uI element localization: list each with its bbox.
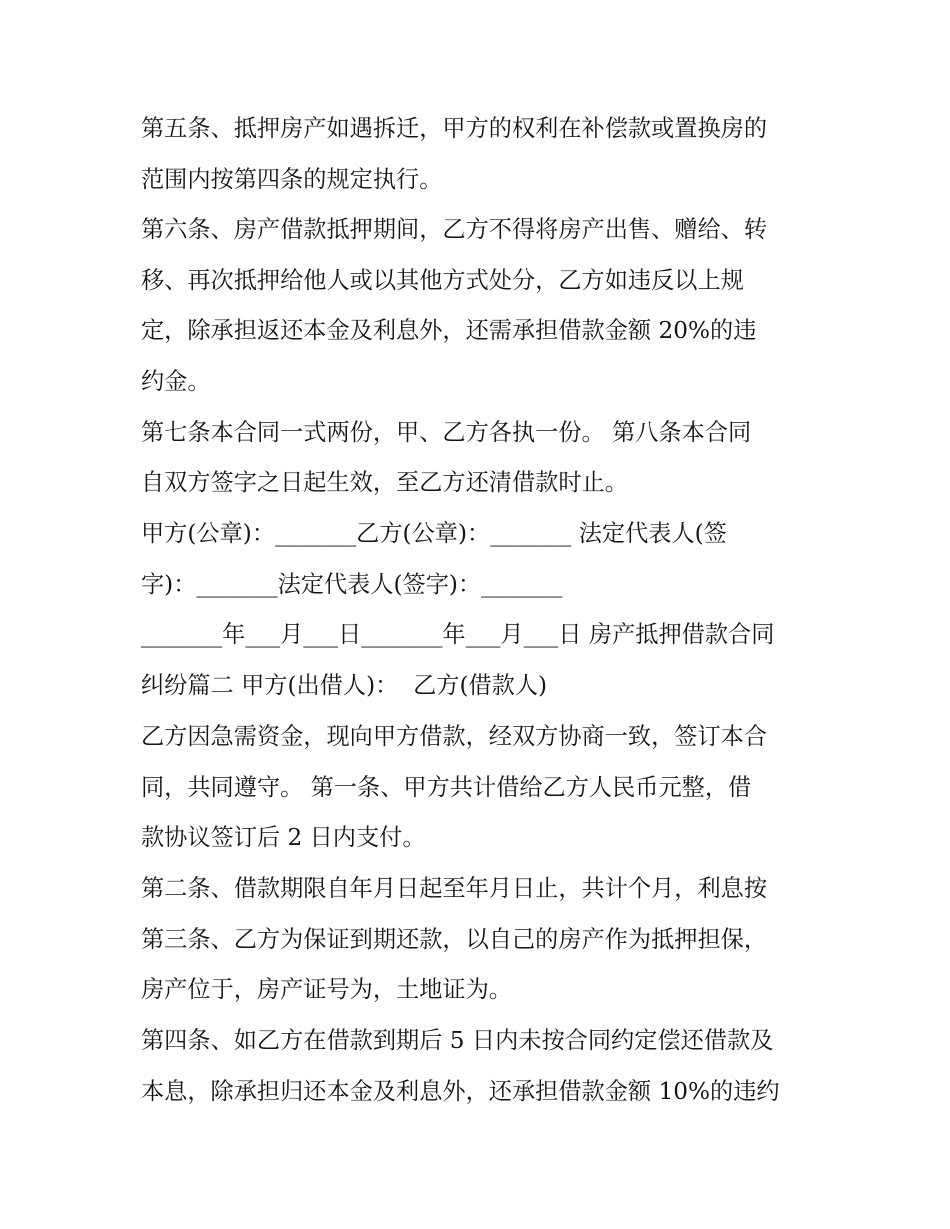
- text-line: 移、再次抵押给他人或以其他方式处分，乙方如违反以上规: [141, 267, 744, 294]
- text-line: 第七条本合同一式两份，甲、乙方各执一份。 第八条本合同: [141, 419, 752, 446]
- text-line: 第五条、抵押房产如遇拆迁，甲方的权利在补偿款或置换房的: [141, 115, 768, 142]
- text-line: 同，共同遵守。 第一条、甲方共计借给乙方人民币元整，借: [141, 774, 752, 801]
- text-line: 约金。: [141, 368, 211, 395]
- text-line: 款协议签订后 2 日内支付。: [141, 824, 426, 851]
- text-line: 第六条、房产借款抵押期间，乙方不得将房产出售、赠给、转: [141, 216, 768, 243]
- text-line: 房产位于，房产证号为，土地证为。: [141, 976, 512, 1003]
- text-line: 本息，除承担归还本金及利息外，还承担借款金额 10%的违约: [141, 1078, 780, 1105]
- text-line: _______年___月___日_______年___月___日 房产抵押借款合同: [141, 621, 775, 648]
- text-line: 范围内按第四条的规定执行。: [141, 166, 443, 193]
- text-line: 乙方因急需资金，现向甲方借款，经双方协商一致，签订本合: [141, 723, 768, 750]
- text-line: 第四条、如乙方在借款到期后 5 日内未按合同约定偿还借款及: [141, 1027, 774, 1054]
- text-line: 定，除承担返还本金及利息外，还需承担借款金额 20%的违: [141, 317, 757, 344]
- text-line: 第二条、借款期限自年月日起至年月日止，共计个月，利息按: [141, 875, 768, 902]
- text-line: 自双方签字之日起生效，至乙方还清借款时止。: [141, 469, 628, 496]
- text-line: 甲方(公章)：_______乙方(公章)：_______ 法定代表人(签: [141, 520, 727, 547]
- text-line: 字)：_______法定代表人(签字)：_______: [141, 571, 563, 598]
- text-line: 纠纷篇二 甲方(出借人)： 乙方(借款人): [141, 672, 548, 699]
- text-line: 第三条、乙方为保证到期还款，以自己的房产作为抵押担保，: [141, 926, 768, 953]
